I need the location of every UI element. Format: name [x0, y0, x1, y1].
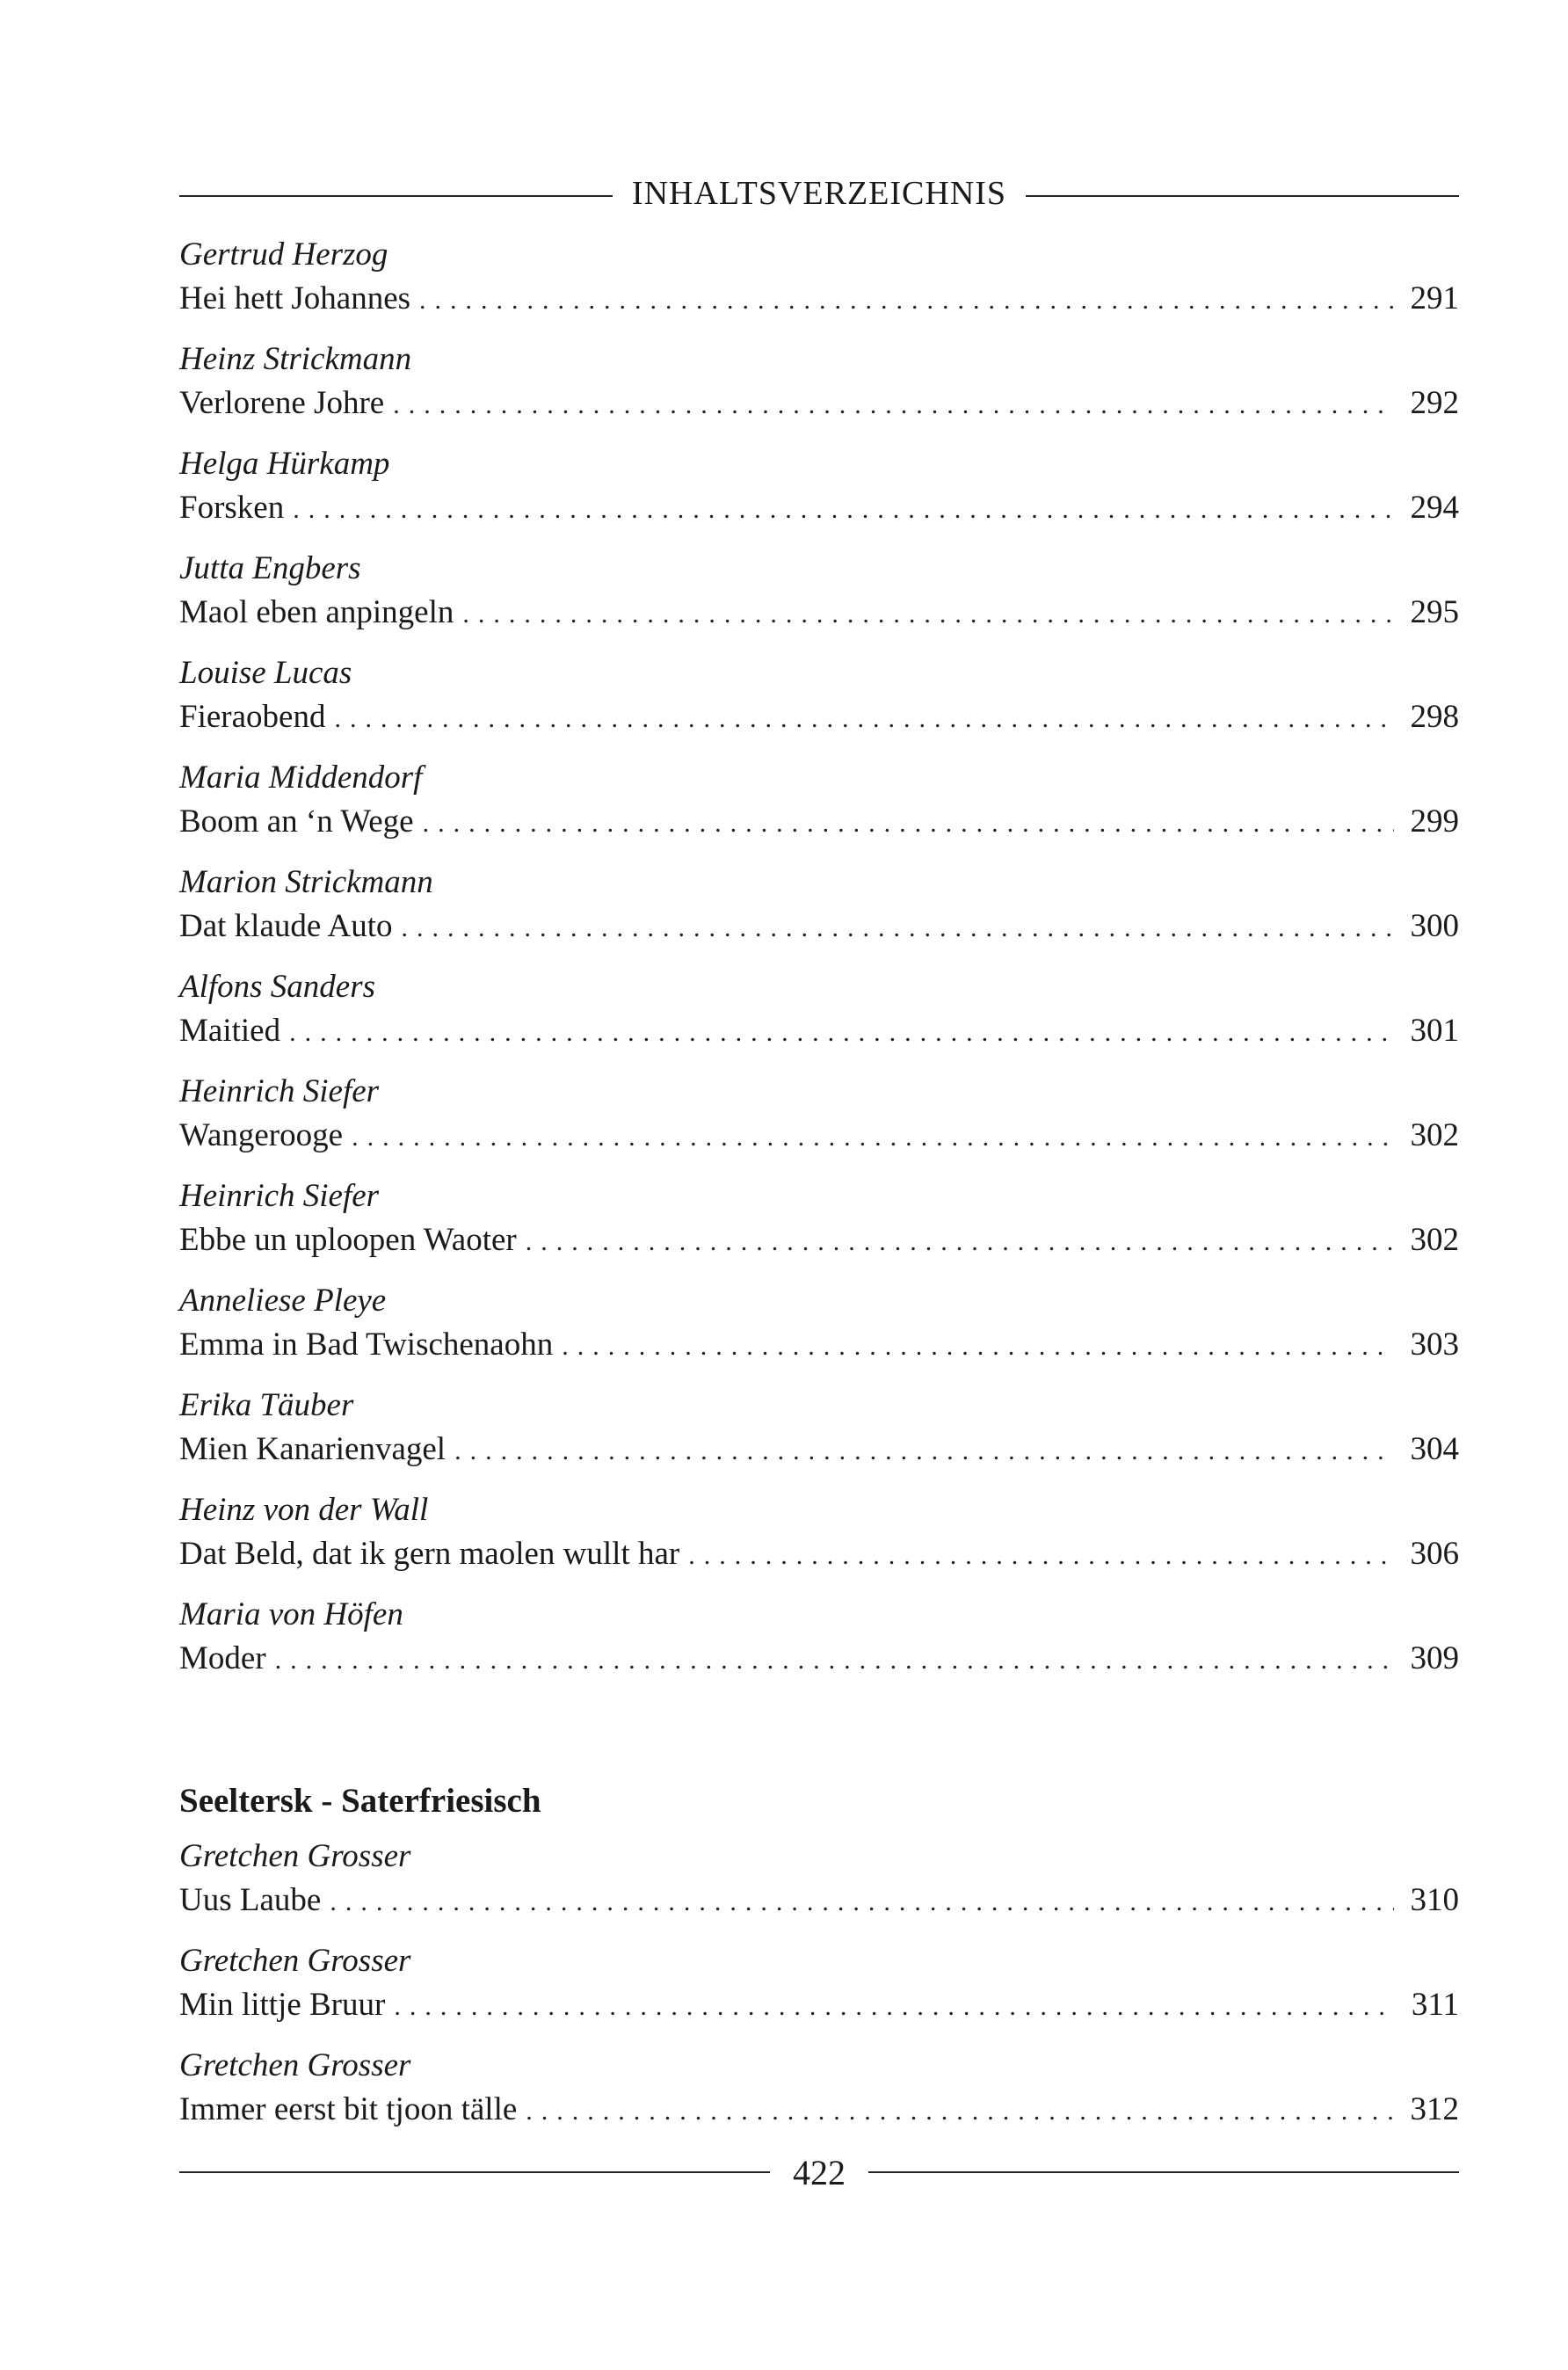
entry-title: Uus Laube — [179, 1882, 322, 1918]
entry-page: 295 — [1410, 594, 1459, 630]
entry-title: Maitied — [179, 1013, 281, 1049]
entry-page: 294 — [1410, 490, 1459, 526]
entry-line — [179, 2087, 1459, 2133]
dot-leader — [454, 1429, 1394, 1474]
entry-page: 292 — [1410, 385, 1459, 421]
entry-page: 309 — [1410, 1640, 1459, 1676]
entry-title: Hei hett Johannes — [179, 280, 411, 316]
entry-page: 310 — [1410, 1882, 1459, 1918]
entry-line — [179, 904, 1459, 949]
entry-page: 302 — [1410, 1222, 1459, 1258]
entry-title: Immer eerst bit tjoon tälle — [179, 2091, 518, 2127]
toc-entry — [179, 1836, 1459, 1940]
dot-leader — [352, 1115, 1394, 1160]
entry-title: Forsken — [179, 490, 285, 526]
dot-leader — [393, 382, 1394, 428]
entry-line — [179, 1878, 1459, 1923]
toc-entry — [179, 1071, 1459, 1175]
running-header — [179, 169, 1459, 218]
entry-title: Wangerooge — [179, 1117, 344, 1153]
entry-page: 300 — [1410, 908, 1459, 944]
entry-page: 303 — [1410, 1327, 1459, 1363]
entry-title: Moder — [179, 1640, 266, 1676]
entry-title: Maol eben anpingeln — [179, 594, 454, 630]
page-footer — [179, 2150, 1459, 2194]
header-title: INHALTSVERZEICHNIS — [631, 175, 1007, 212]
toc-entry — [179, 234, 1459, 338]
entry-author: Maria von Höfen — [179, 1596, 403, 1632]
entry-author: Heinz Strickmann — [179, 341, 412, 377]
entry-page: 302 — [1410, 1117, 1459, 1153]
entry-author: Gretchen Grosser — [179, 1838, 411, 1874]
entry-page: 306 — [1410, 1536, 1459, 1572]
entry-author: Marion Strickmann — [179, 864, 433, 900]
toc-entry — [179, 1594, 1459, 1698]
entry-page: 304 — [1410, 1431, 1459, 1467]
entry-author: Maria Middendorf — [179, 760, 423, 796]
entry-page: 299 — [1410, 803, 1459, 840]
dot-leader — [526, 2089, 1394, 2134]
page-number: 422 — [793, 2152, 846, 2192]
footer-rule-left — [179, 2171, 770, 2173]
entry-title: Dat klaude Auto — [179, 908, 393, 944]
entry-author: Gertrud Herzog — [179, 236, 388, 273]
dot-leader — [402, 905, 1394, 951]
dot-leader — [293, 487, 1394, 533]
toc-entry — [179, 548, 1459, 652]
entry-title: Verlorene Johre — [179, 385, 385, 421]
toc-entry — [179, 652, 1459, 757]
entry-page: 312 — [1410, 2091, 1459, 2127]
section-entries — [179, 1836, 1459, 2127]
dot-leader — [394, 1984, 1394, 2030]
toc-entry — [179, 1940, 1459, 2045]
toc-entry — [179, 966, 1459, 1071]
table-of-contents — [179, 234, 1459, 2127]
entry-line — [179, 1322, 1459, 1368]
entry-author: Jutta Engbers — [179, 550, 361, 586]
entry-line — [179, 1982, 1459, 2028]
entry-title: Emma in Bad Twischenaohn — [179, 1327, 554, 1363]
entry-line — [179, 485, 1459, 531]
footer-rule-right — [868, 2171, 1459, 2173]
toc-entry — [179, 1280, 1459, 1385]
entry-title: Mien Kanarienvagel — [179, 1431, 446, 1467]
entry-author: Louise Lucas — [179, 655, 352, 691]
entry-author: Erika Täuber — [179, 1387, 354, 1423]
toc-entry — [179, 1489, 1459, 1594]
entry-title: Dat Beld, dat ik gern maolen wullt har — [179, 1536, 680, 1572]
dot-leader — [330, 1879, 1394, 1925]
entry-line — [179, 1636, 1459, 1682]
entry-line — [179, 1008, 1459, 1054]
entry-author: Heinz von der Wall — [179, 1492, 429, 1528]
entry-line — [179, 381, 1459, 426]
header-rule-right — [1026, 195, 1459, 197]
dot-leader — [462, 592, 1394, 637]
entry-line — [179, 1218, 1459, 1263]
entry-author: Gretchen Grosser — [179, 2047, 411, 2083]
entry-author: Gretchen Grosser — [179, 1943, 411, 1979]
entry-title: Fieraobend — [179, 699, 326, 735]
entry-author: Heinrich Siefer — [179, 1073, 380, 1109]
entry-author: Alfons Sanders — [179, 969, 376, 1005]
entry-line — [179, 276, 1459, 322]
entry-page: 301 — [1410, 1013, 1459, 1049]
toc-entry — [179, 1385, 1459, 1489]
toc-entry — [179, 861, 1459, 966]
dot-leader — [334, 696, 1394, 742]
entry-line — [179, 1427, 1459, 1472]
entry-title: Min littje Bruur — [179, 1987, 386, 2023]
header-rule-left — [179, 195, 613, 197]
entry-page: 291 — [1410, 280, 1459, 316]
section-heading: Seeltersk - Saterfriesisch — [179, 1782, 541, 1820]
entry-author: Heinrich Siefer — [179, 1178, 380, 1214]
entry-title: Ebbe un uploopen Waoter — [179, 1222, 517, 1258]
entry-line — [179, 1531, 1459, 1577]
dot-leader — [275, 1638, 1394, 1683]
entry-line — [179, 694, 1459, 740]
toc-entries — [179, 234, 1459, 1698]
entry-title: Boom an ‘n Wege — [179, 803, 414, 840]
entry-page: 298 — [1410, 699, 1459, 735]
toc-entry — [179, 443, 1459, 548]
toc-entry — [179, 2045, 1459, 2127]
entry-page: 311 — [1411, 1987, 1459, 2023]
toc-entry — [179, 1175, 1459, 1280]
dot-leader — [526, 1219, 1394, 1265]
toc-entry — [179, 338, 1459, 443]
dot-leader — [419, 278, 1394, 324]
entry-line — [179, 590, 1459, 636]
dot-leader — [688, 1533, 1394, 1579]
dot-leader — [562, 1324, 1394, 1370]
entry-line — [179, 1113, 1459, 1159]
entry-line — [179, 799, 1459, 845]
entry-author: Anneliese Pleye — [179, 1283, 387, 1319]
dot-leader — [423, 801, 1394, 847]
entry-author: Helga Hürkamp — [179, 446, 390, 482]
toc-entry — [179, 757, 1459, 861]
dot-leader — [289, 1010, 1394, 1056]
